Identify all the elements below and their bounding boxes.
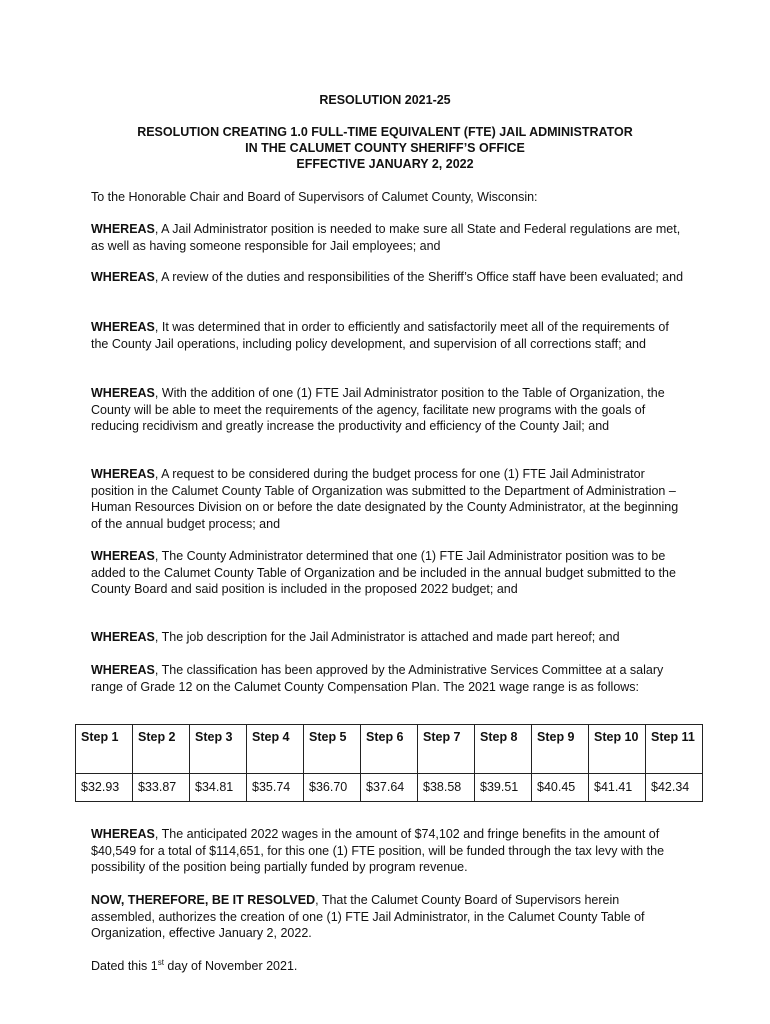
whereas-label: WHEREAS bbox=[91, 386, 155, 400]
whereas-paragraph bbox=[91, 548, 686, 598]
title-line-3: EFFECTIVE JANUARY 2, 2022 bbox=[296, 157, 474, 171]
whereas-text: , With the addition of one (1) FTE Jail Administrator position to the Table of Organization, the County will be able to meet the requirements of the agency, facilitate new programs with the goals of reducing recidivism and greatly increase the productivity and efficiency of the County Jail; and bbox=[91, 386, 665, 433]
whereas-paragraph bbox=[91, 662, 686, 695]
salutation: To the Honorable Chair and Board of Supervisors of Calumet County, Wisconsin: bbox=[91, 190, 538, 204]
whereas-label: WHEREAS bbox=[91, 630, 155, 644]
wage-table-cell: $41.41 bbox=[589, 774, 646, 802]
whereas-label: WHEREAS bbox=[91, 663, 155, 677]
dated-line bbox=[91, 958, 686, 975]
whereas-label: WHEREAS bbox=[91, 320, 155, 334]
whereas-label: WHEREAS bbox=[91, 222, 155, 236]
wage-table-header-cell: Step 5 bbox=[304, 725, 361, 774]
wage-table-header-cell: Step 11 bbox=[646, 725, 703, 774]
wage-table-cell: $38.58 bbox=[418, 774, 475, 802]
wage-table-header-cell: Step 8 bbox=[475, 725, 532, 774]
wage-range-table bbox=[75, 724, 703, 802]
wage-table-cell: $40.45 bbox=[532, 774, 589, 802]
dated-ordinal: st bbox=[157, 957, 164, 967]
wage-table-rate-row bbox=[76, 774, 703, 802]
wage-table-header-cell: Step 1 bbox=[76, 725, 133, 774]
whereas-label: WHEREAS bbox=[91, 270, 155, 284]
resolved-label: NOW, THEREFORE, BE IT RESOLVED bbox=[91, 893, 316, 907]
wage-table-cell: $42.34 bbox=[646, 774, 703, 802]
wage-table-cell: $34.81 bbox=[190, 774, 247, 802]
title-line-1: RESOLUTION CREATING 1.0 FULL-TIME EQUIVALENT (FTE) JAIL ADMINISTRATOR bbox=[137, 125, 633, 139]
dated-prefix: Dated this 1 bbox=[91, 959, 158, 973]
resolved-paragraph bbox=[91, 892, 686, 942]
whereas-paragraph bbox=[91, 221, 686, 254]
resolved-text: , That the Calumet County Board of Supervisors herein assembled, authorizes the creation of one (1) FTE Jail Administrator, in the Calumet County Table of Organization, effective January 2, 2022. bbox=[91, 893, 645, 940]
whereas-paragraph bbox=[91, 319, 686, 352]
wage-table-header-cell: Step 4 bbox=[247, 725, 304, 774]
wage-table-cell: $39.51 bbox=[475, 774, 532, 802]
wage-table-header-cell: Step 6 bbox=[361, 725, 418, 774]
wage-table-header-cell: Step 3 bbox=[190, 725, 247, 774]
whereas-paragraph bbox=[91, 629, 686, 646]
whereas-text: , It was determined that in order to efficiently and satisfactorily meet all of the requirements of the County Jail operations, including policy development, and supervision of all corrections staff; and bbox=[91, 320, 669, 351]
whereas-text: , The anticipated 2022 wages in the amount of $74,102 and fringe benefits in the amount of $40,549 for a total of $114,651, for this one (1) FTE position, will be funded through the tax levy with the possibility of the position being partially funded by program revenue. bbox=[91, 827, 665, 874]
whereas-label: WHEREAS bbox=[91, 467, 155, 481]
whereas-text: , The job description for the Jail Administrator is attached and made part hereof; and bbox=[154, 630, 620, 644]
wage-table-header-row bbox=[76, 725, 703, 774]
whereas-text: , The County Administrator determined that one (1) FTE Jail Administrator position was to be added to the Calumet County Table of Organization and be included in the annual budget submitted to the County Board and said position is included in the proposed 2022 budget; and bbox=[91, 549, 676, 596]
resolution-number: RESOLUTION 2021-25 bbox=[319, 93, 451, 107]
dated-suffix: day of November 2021. bbox=[163, 959, 298, 973]
wage-table-header-cell: Step 2 bbox=[133, 725, 190, 774]
whereas-text: , A Jail Administrator position is needed to make sure all State and Federal regulations are met, as well as having someone responsible for Jail employees; and bbox=[91, 222, 681, 253]
whereas-paragraph bbox=[91, 269, 686, 286]
whereas-text: , A request to be considered during the budget process for one (1) FTE Jail Administrator position in the Calumet County Table of Organization was submitted to the Department of Administration – Human Resources Division on or before the date designated by the County Administrator, at the beginning of the annual budget process; and bbox=[91, 467, 679, 531]
wage-table-cell: $37.64 bbox=[361, 774, 418, 802]
wage-table-header-cell: Step 7 bbox=[418, 725, 475, 774]
wage-table-header-cell: Step 10 bbox=[589, 725, 646, 774]
wage-table-cell: $32.93 bbox=[76, 774, 133, 802]
whereas-label: WHEREAS bbox=[91, 827, 155, 841]
whereas-label: WHEREAS bbox=[91, 549, 155, 563]
wage-table-header-cell: Step 9 bbox=[532, 725, 589, 774]
whereas-paragraph bbox=[91, 466, 686, 532]
title-line-2: IN THE CALUMET COUNTY SHERIFF’S OFFICE bbox=[245, 141, 525, 155]
wage-table-cell: $35.74 bbox=[247, 774, 304, 802]
whereas-paragraph bbox=[91, 385, 686, 435]
whereas-paragraph bbox=[91, 826, 686, 876]
wage-table-cell: $36.70 bbox=[304, 774, 361, 802]
whereas-text: , A review of the duties and responsibilities of the Sheriff’s Office staff have been evaluated; and bbox=[154, 270, 684, 284]
whereas-text: , The classification has been approved by the Administrative Services Committee at a salary range of Grade 12 on the Calumet County Compensation Plan. The 2021 wage range is as follows: bbox=[91, 663, 664, 694]
wage-table-cell: $33.87 bbox=[133, 774, 190, 802]
